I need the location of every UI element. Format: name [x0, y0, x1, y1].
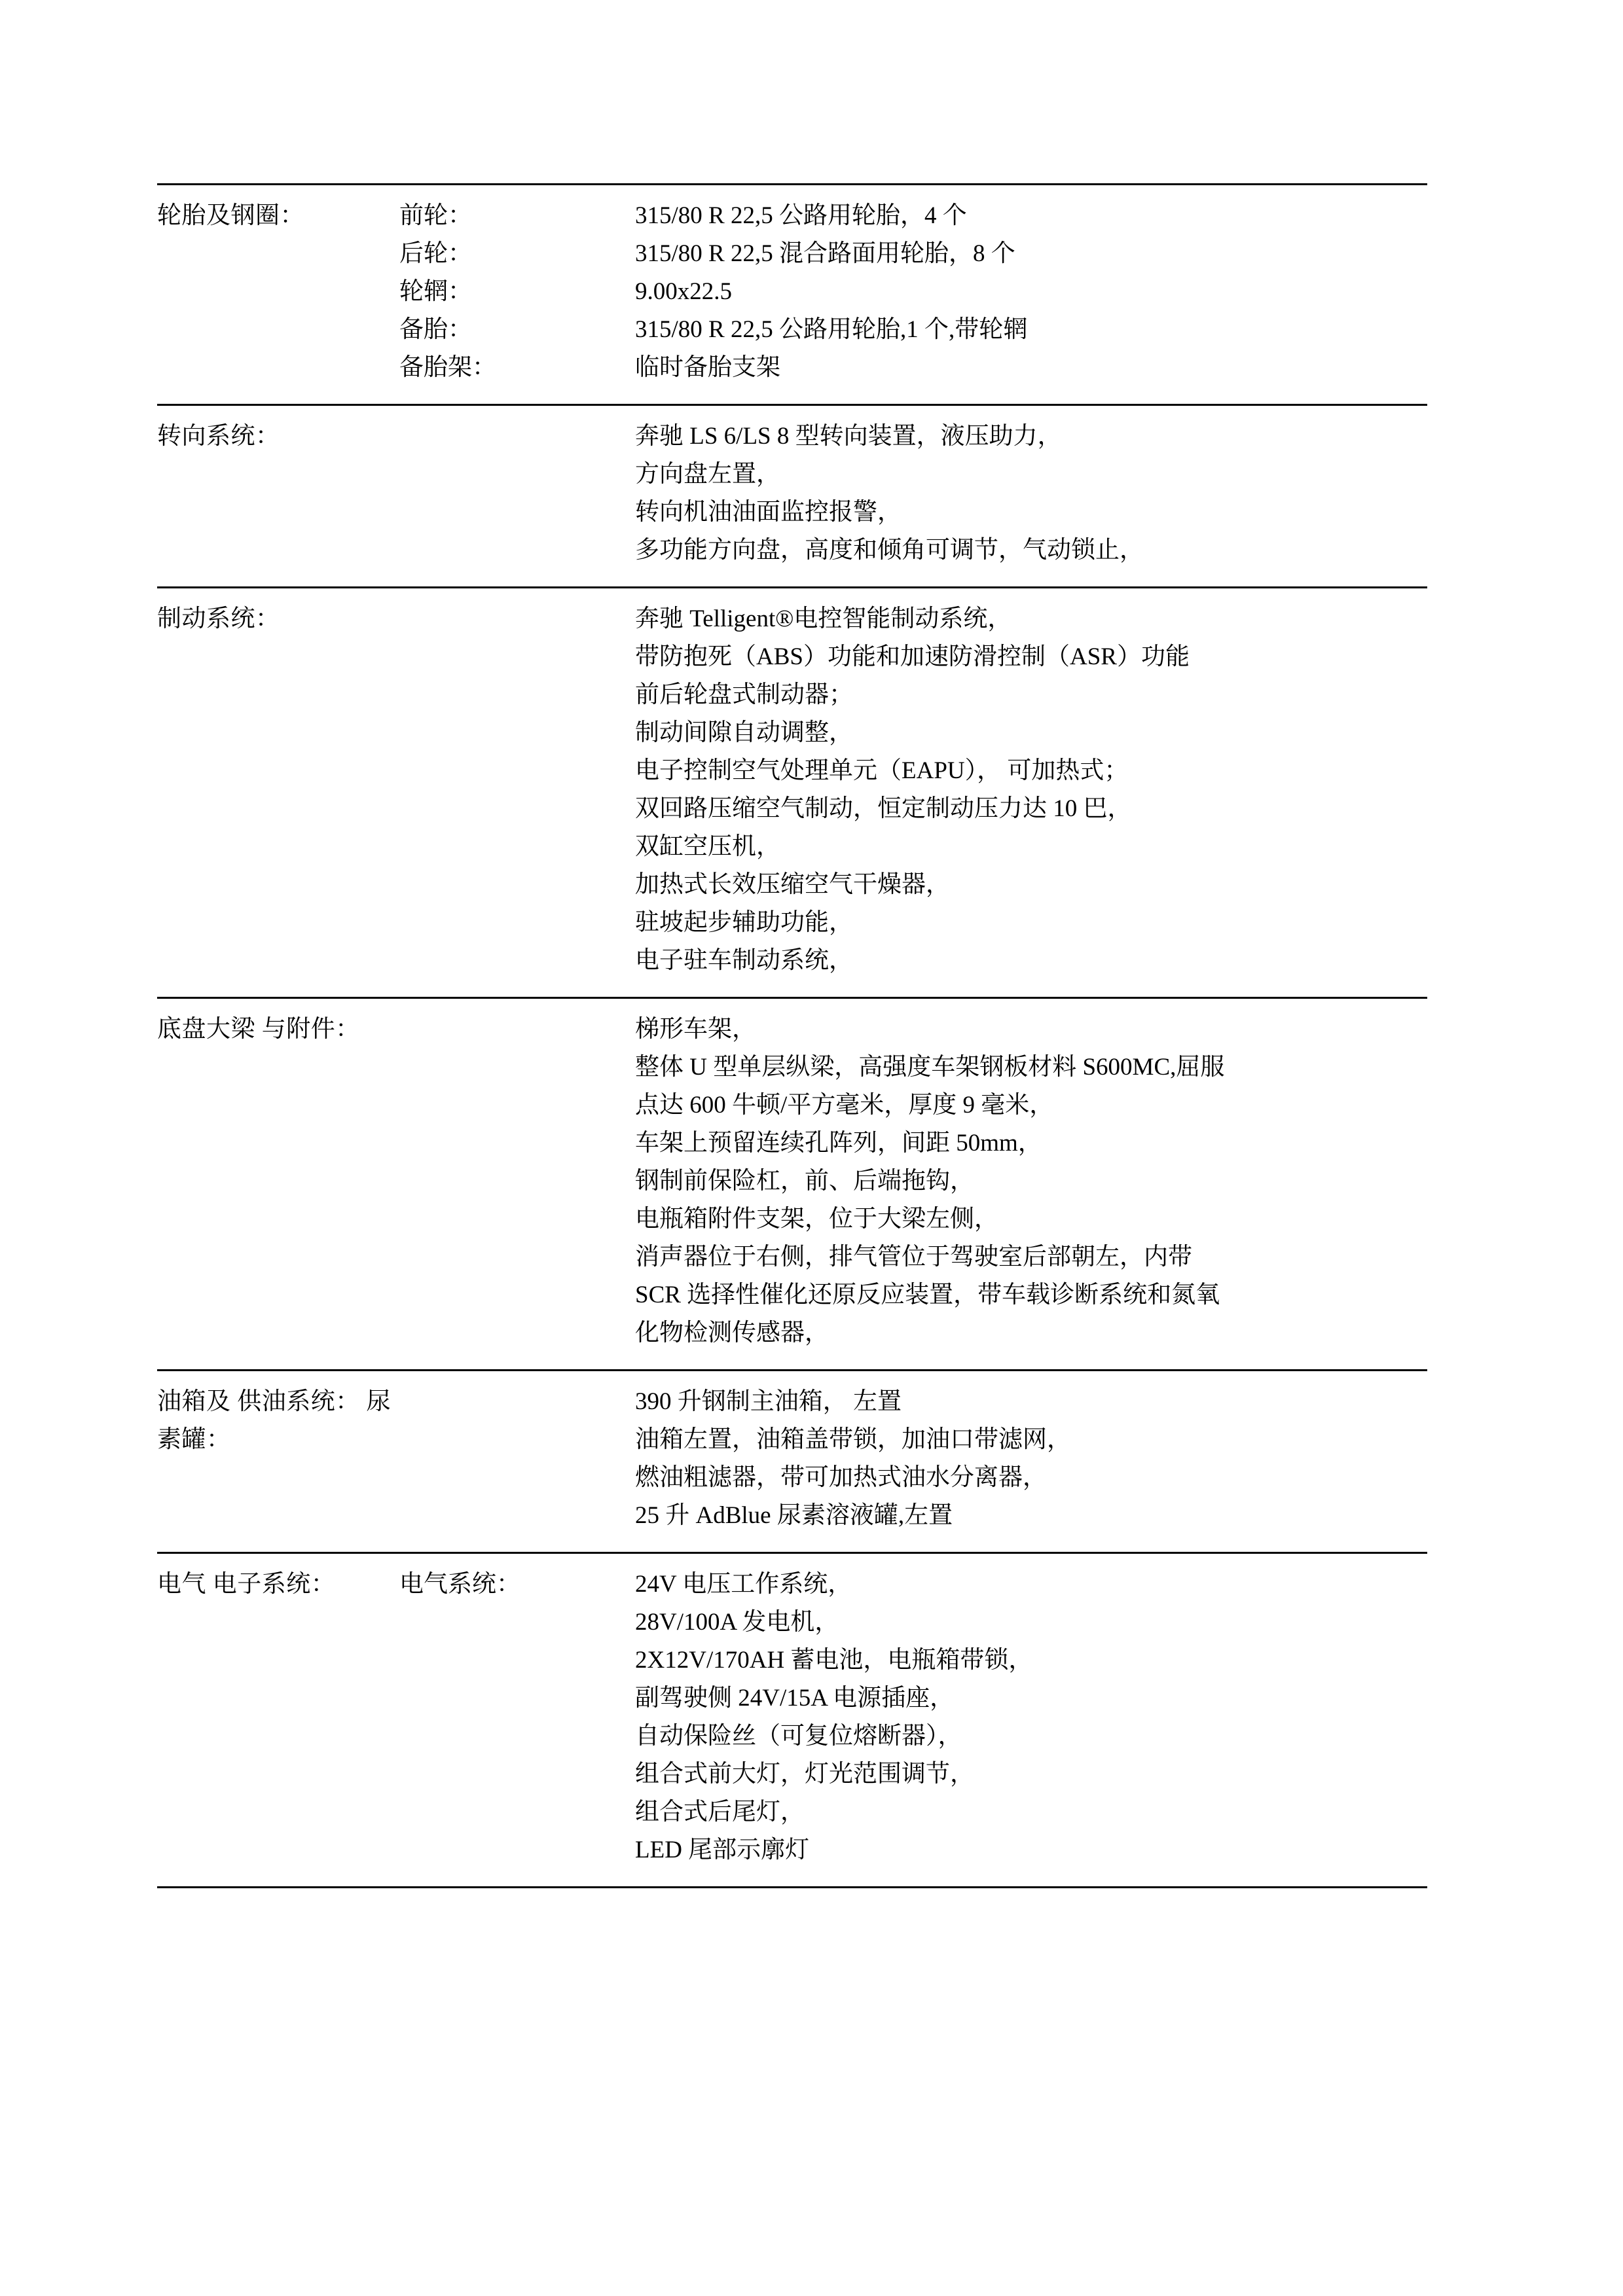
- section-label-line: 尿素罐：: [157, 1388, 391, 1453]
- row-label-cell: [157, 405, 399, 588]
- sublabel-list: [399, 1566, 635, 1604]
- row-value-cell: [635, 405, 1427, 588]
- value-line: 驻坡起步辅助功能，: [635, 909, 853, 936]
- value-line: 组合式前大灯，灯光范围调节，: [635, 1761, 974, 1787]
- value-line: 双缸空压机，: [635, 833, 780, 860]
- value-line: SCR 选择性催化还原反应装置，带车载诊断系统和氮氧: [635, 1282, 1220, 1308]
- value-line: 燃油粗滤器，带可加热式油水分离器，: [635, 1464, 1047, 1491]
- section-label-line: 油箱及: [157, 1388, 231, 1415]
- row-value-cell: [635, 185, 1427, 405]
- value-list: [635, 1566, 1427, 1869]
- value-line: 28V/100A 发电机，: [635, 1609, 839, 1636]
- value-line: 2X12V/170AH 蓄电池，电瓶箱带锁，: [635, 1647, 1033, 1674]
- value-line: 390 升钢制主油箱， 左置: [635, 1388, 902, 1415]
- row-sublabel-cell: [399, 1371, 635, 1553]
- sublabel: 电气系统：: [399, 1571, 520, 1598]
- value-line: 9.00x22.5: [635, 278, 732, 305]
- table-row: [157, 1553, 1427, 1888]
- row-value-cell: [635, 1371, 1427, 1553]
- value-line: 奔驰 LS 6/LS 8 型转向装置，液压助力，: [635, 423, 1062, 450]
- value-line: 315/80 R 22,5 公路用轮胎,1 个,带轮辋: [635, 316, 1028, 343]
- sublabel: 轮辋：: [399, 278, 472, 305]
- value-line: 电子控制空气处理单元（EAPU）， 可加热式；: [635, 757, 1129, 784]
- value-line: LED 尾部示廓灯: [635, 1837, 810, 1863]
- row-value-cell: [635, 1553, 1427, 1888]
- sublabel-list: [399, 197, 635, 387]
- value-list: [635, 418, 1427, 569]
- table-row: [157, 185, 1427, 405]
- row-label-cell: [157, 588, 399, 998]
- value-line: 双回路压缩空气制动，恒定制动压力达 10 巴，: [635, 795, 1132, 822]
- value-line: 车架上预留连续孔阵列，间距 50mm，: [635, 1130, 1042, 1157]
- value-line: 制动间隙自动调整，: [635, 719, 853, 746]
- row-label-cell: [157, 1371, 399, 1553]
- value-line: 多功能方向盘，高度和倾角可调节，气动锁止，: [635, 537, 1144, 564]
- value-list: [635, 600, 1427, 980]
- table-row: [157, 405, 1427, 588]
- sublabel: 备胎架：: [399, 354, 496, 381]
- section-label-line: 电子系统：: [212, 1571, 336, 1598]
- table-row: [157, 1371, 1427, 1553]
- section-label: [157, 1383, 399, 1459]
- row-sublabel-cell: [399, 998, 635, 1371]
- value-line: 25 升 AdBlue 尿素溶液罐,左置: [635, 1502, 953, 1529]
- value-list: [635, 197, 1427, 387]
- value-line: 24V 电压工作系统，: [635, 1571, 852, 1598]
- value-line: 钢制前保险杠，前、后端拖钩，: [635, 1168, 974, 1194]
- section-label: [157, 1011, 399, 1049]
- value-line: 点达 600 牛顿/平方毫米，厚度 9 毫米，: [635, 1092, 1054, 1119]
- value-line: 副驾驶侧 24V/15A 电源插座，: [635, 1685, 955, 1712]
- value-line: 315/80 R 22,5 混合路面用轮胎，8 个: [635, 240, 1015, 267]
- specification-table: [157, 183, 1427, 1888]
- row-sublabel-cell: [399, 1553, 635, 1888]
- value-line: 转向机油油面监控报警，: [635, 499, 902, 526]
- table-row: [157, 998, 1427, 1371]
- table-bottom-rule: [157, 1888, 1427, 1889]
- section-label: [157, 1566, 399, 1604]
- value-line: 自动保险丝（可复位熔断器），: [635, 1723, 962, 1749]
- section-label: 转向系统：: [157, 423, 280, 450]
- value-line: 加热式长效压缩空气干燥器，: [635, 871, 950, 898]
- value-list: [635, 1383, 1427, 1535]
- value-line: 组合式后尾灯，: [635, 1799, 805, 1825]
- section-label: 轮胎及钢圈：: [157, 202, 304, 229]
- value-line: 方向盘左置，: [635, 461, 780, 488]
- row-value-cell: [635, 998, 1427, 1371]
- value-line: 消声器位于右侧，排气管位于驾驶室后部朝左，内带: [635, 1244, 1192, 1270]
- row-sublabel-cell: [399, 405, 635, 588]
- row-label-cell: [157, 185, 399, 405]
- value-line: 电子驻车制动系统，: [635, 947, 853, 974]
- value-line: 梯形车架，: [635, 1016, 756, 1043]
- row-value-cell: [635, 588, 1427, 998]
- value-line: 化物检测传感器，: [635, 1319, 829, 1346]
- value-line: 电瓶箱附件支架，位于大梁左侧，: [635, 1206, 998, 1232]
- sublabel: 后轮：: [399, 240, 472, 267]
- row-sublabel-cell: [399, 185, 635, 405]
- value-line: 奔驰 Telligent®电控智能制动系统，: [635, 605, 1012, 632]
- section-label-line: 供油系统：: [237, 1388, 360, 1415]
- value-line: 带防抱死（ABS）功能和加速防滑控制（ASR）功能: [635, 643, 1190, 670]
- row-label-cell: [157, 1553, 399, 1888]
- value-list: [635, 1011, 1427, 1352]
- sublabel: 前轮：: [399, 202, 472, 229]
- value-line: 前后轮盘式制动器；: [635, 681, 853, 708]
- row-label-cell: [157, 998, 399, 1371]
- section-label: 制动系统：: [157, 605, 280, 632]
- value-line: 临时备胎支架: [635, 354, 780, 381]
- table-row: [157, 588, 1427, 998]
- sublabel: 备胎：: [399, 316, 472, 343]
- section-label-line: 底盘大梁: [157, 1016, 255, 1043]
- section-label-line: 与附件：: [261, 1016, 360, 1043]
- row-sublabel-cell: [399, 588, 635, 998]
- section-label-line: 电气: [157, 1571, 206, 1598]
- value-line: 油箱左置，油箱盖带锁，加油口带滤网，: [635, 1426, 1071, 1453]
- value-line: 315/80 R 22,5 公路用轮胎，4 个: [635, 202, 967, 229]
- value-line: 整体 U 型单层纵梁，高强度车架钢板材料 S600MC,屈服: [635, 1054, 1225, 1081]
